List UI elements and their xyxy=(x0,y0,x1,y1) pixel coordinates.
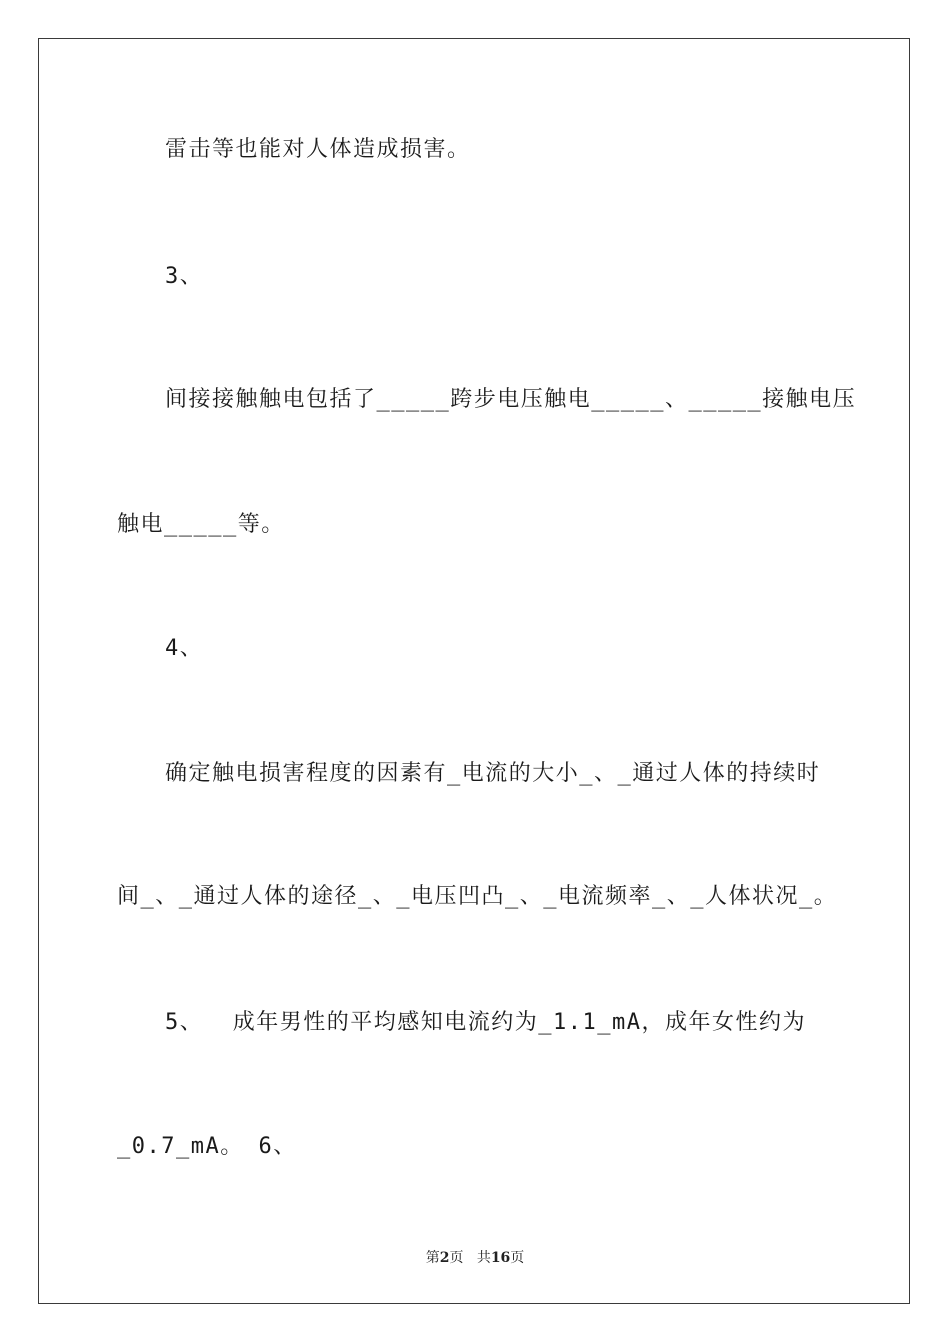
footer-page-total: 16 xyxy=(490,1250,511,1266)
item-number-4: 4、 xyxy=(165,636,204,661)
text-line-6: 确定触电损害程度的因素有_电流的大小_、_通过人体的持续时 xyxy=(165,761,821,786)
page-border xyxy=(38,38,910,1304)
text-line-4: 触电_____等。 xyxy=(117,512,285,537)
text-line-3: 间接接触触电包括了_____跨步电压触电_____、_____接触电压 xyxy=(165,387,857,412)
text-line-1: 雷击等也能对人体造成损害。 xyxy=(165,137,471,162)
page-footer xyxy=(0,1247,950,1267)
footer-total-suffix: 页 xyxy=(510,1250,525,1266)
footer-page-prefix: 第 xyxy=(425,1250,440,1266)
footer-page-suffix: 页 xyxy=(449,1250,464,1266)
text-line-9: _0.7_mA。 6、 xyxy=(117,1134,297,1159)
footer-total-prefix: 共 xyxy=(476,1250,491,1266)
item-number-3: 3、 xyxy=(165,264,204,289)
text-line-7: 间_、_通过人体的途径_、_电压凹凸_、_电流频率_、_人体状况_。 xyxy=(117,884,838,909)
footer-page-current: 2 xyxy=(439,1250,450,1266)
text-line-8: 5、 成年男性的平均感知电流约为_1.1_mA，成年女性约为 xyxy=(165,1010,806,1035)
